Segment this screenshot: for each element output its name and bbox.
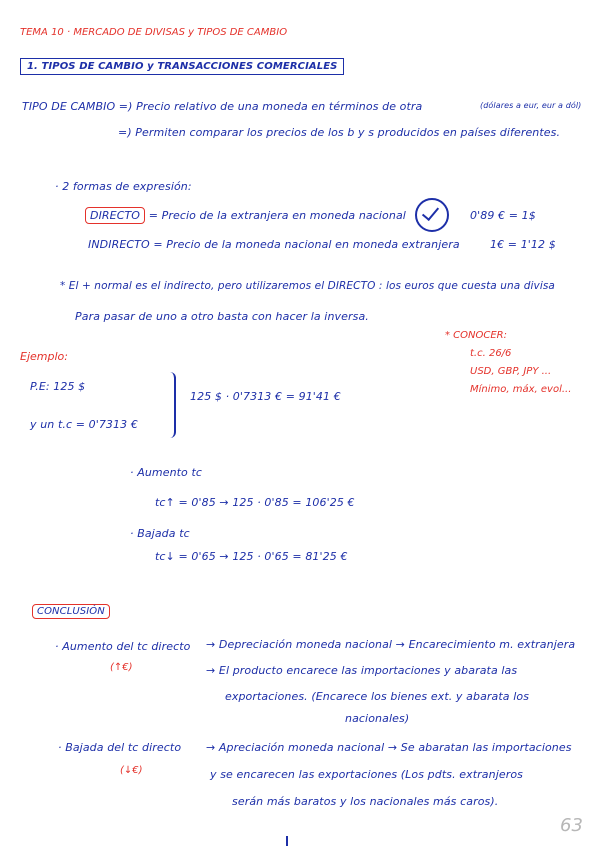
indirecto-example: 1€ = 1'12 $ (490, 238, 556, 251)
definition-line-1: TIPO DE CAMBIO =) Precio relativo de una moneda en términos de otra (22, 100, 423, 113)
conclusion-bajada-tag: (↓€) (120, 765, 143, 776)
aumento-title: · Aumento tc (130, 466, 203, 479)
ejemplo-price: P.E: 125 $ (30, 380, 86, 393)
conclusion-title: CONCLUSIÓN (32, 604, 110, 619)
formas-heading: · 2 formas de expresión: (55, 180, 192, 193)
conocer-item-2: USD, GBP, JPY ... (470, 366, 552, 377)
section-heading: 1. TIPOS DE CAMBIO y TRANSACCIONES COMERCIALES (20, 58, 344, 75)
brace-icon (168, 372, 176, 438)
directo-tag: DIRECTO (85, 207, 145, 224)
ejemplo-title: Ejemplo: (20, 350, 68, 363)
aumento-calc: tc↑ = 0'85 → 125 · 0'85 = 106'25 € (155, 496, 355, 509)
conocer-item-3: Mínimo, máx, evol... (470, 384, 572, 395)
conclusion-bajada-label: · Bajada del tc directo (58, 741, 182, 754)
conocer-title: * CONOCER: (445, 330, 508, 341)
page-number: 63 (560, 815, 583, 836)
topic-title: TEMA 10 · MERCADO DE DIVISAS y TIPOS DE CAMBIO (20, 27, 288, 38)
directo-text: = Precio de la extranjera en moneda nacional (148, 209, 406, 222)
bajada-calc: tc↓ = 0'65 → 125 · 0'65 = 81'25 € (155, 550, 348, 563)
conclusion-aumento-line-1: → Depreciación moneda nacional → Encarecimiento m. extranjera (206, 638, 576, 651)
conclusion-aumento-label: · Aumento del tc directo (55, 640, 191, 653)
conclusion-bajada-line-1: → Apreciación moneda nacional → Se abaratan las importaciones (206, 741, 572, 754)
note-line-2: Para pasar de uno a otro basta con hacer la inversa. (75, 310, 369, 323)
directo-row (85, 209, 406, 222)
ejemplo-tc: y un t.c = 0'7313 € (30, 418, 138, 431)
conclusion-aumento-line-2: → El producto encarece las importaciones y abarata las (206, 664, 518, 677)
ejemplo-calc: 125 $ · 0'7313 € = 91'41 € (190, 390, 341, 403)
indirecto-text: INDIRECTO = Precio de la moneda nacional en moneda extranjera (88, 238, 460, 251)
conocer-item-1: t.c. 26/6 (470, 348, 512, 359)
margin-tick (286, 836, 288, 846)
definition-line-2: =) Permiten comparar los precios de los b y s producidos en países diferentes. (118, 126, 561, 139)
conclusion-aumento-line-4: nacionales) (345, 712, 410, 725)
conclusion-bajada-line-3: serán más baratos y los nacionales más caros). (232, 795, 499, 808)
checkmark-icon (415, 198, 449, 232)
directo-example: 0'89 € = 1$ (470, 209, 536, 222)
conclusion-aumento-line-3: exportaciones. (Encarece los bienes ext. y abarata los (225, 690, 530, 703)
conclusion-bajada-line-2: y se encarecen las exportaciones (Los pdts. extranjeros (210, 768, 524, 781)
note-line-1: * El + normal es el indirecto, pero utilizaremos el DIRECTO : los euros que cuesta una divisa (60, 280, 555, 292)
definition-note: (dólares a eur, eur a dól) (480, 101, 582, 110)
conclusion-aumento-tag: (↑€) (110, 662, 133, 673)
bajada-title: · Bajada tc (130, 527, 190, 540)
